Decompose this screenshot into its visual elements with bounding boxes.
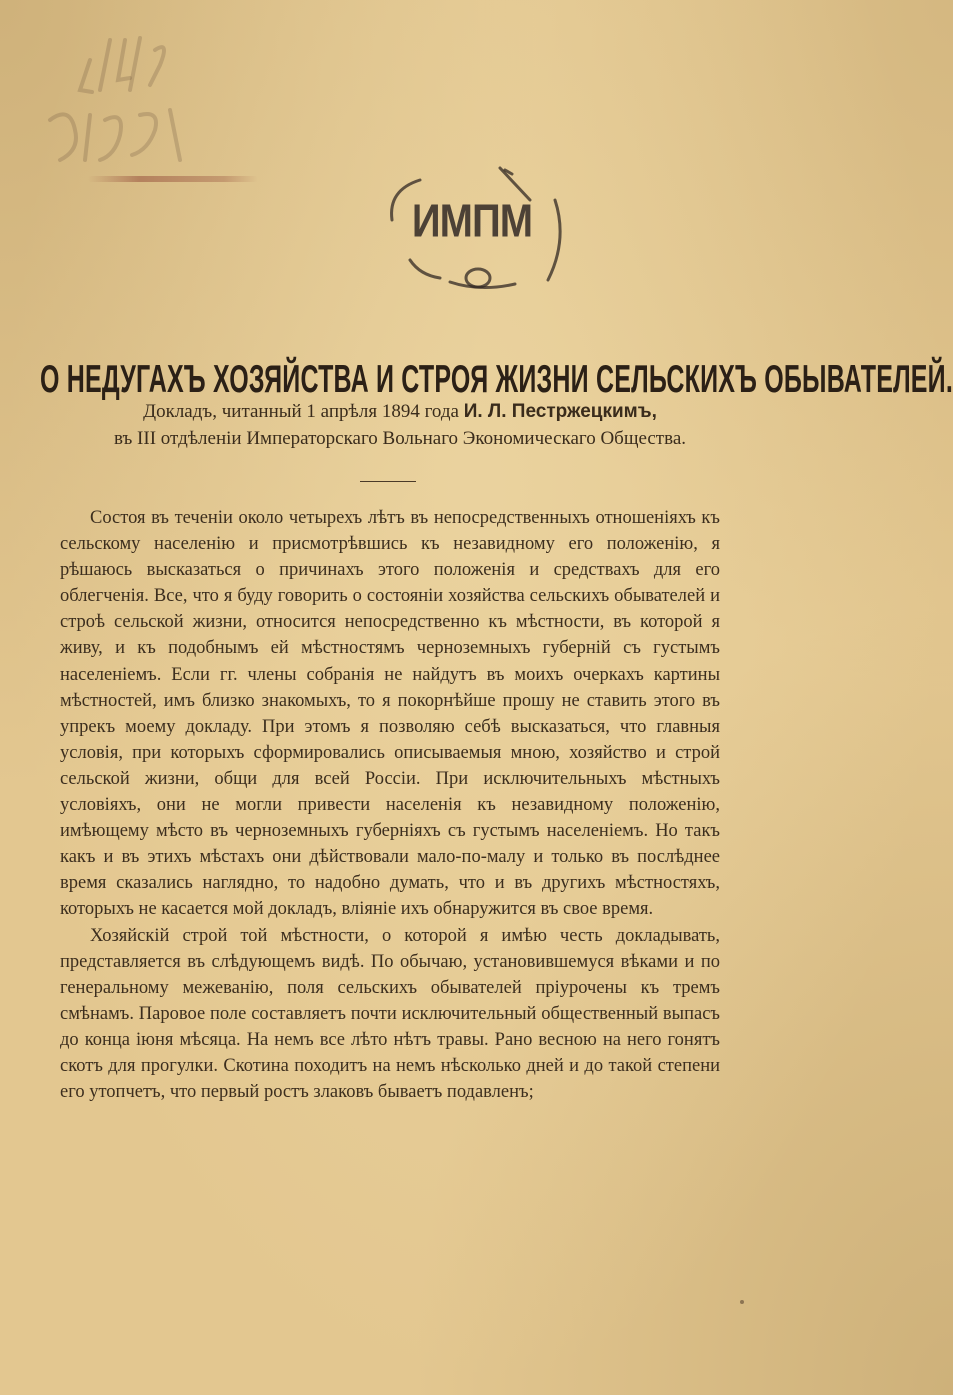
document-subtitle xyxy=(60,398,740,452)
handwritten-marks xyxy=(30,20,220,170)
document-title: О НЕДУГАХЪ ХОЗЯЙСТВА И СТРОЯ ЖИЗНИ СЕЛЬСКИХЪ ОБЫВАТЕЛЕЙ. xyxy=(40,358,953,402)
body-text xyxy=(60,505,720,1105)
subtitle-author: И. Л. Пестржецкимъ, xyxy=(463,401,657,422)
stamp-text: ИМПМ xyxy=(411,196,533,247)
subtitle-line-1 xyxy=(60,398,740,425)
subtitle-lead: Докладъ, читанный 1 апрѣля 1894 года xyxy=(143,401,459,422)
paragraph-2: Хозяйскій строй той мѣстности, о которой я имѣю честь докладывать, представляется въ слѣдующемъ видѣ. По обычаю, установившемуся вѣками и по генеральному межеванію, поля сельскихъ обывателей пріурочены къ тремъ смѣнамъ. Паровое поле составляетъ почти исключительный общественный выпасъ до конца іюня мѣсяца. На немъ все лѣто нѣтъ травы. Рано весною на него гонятъ скотъ для прогулки. Скотина походитъ на немъ нѣсколько дней и до такой степени его утопчетъ, что первый ростъ злаковъ бываетъ подавленъ; xyxy=(60,925,720,1103)
ink-speck xyxy=(740,1300,744,1304)
paragraph-1: Состоя въ теченіи около четырехъ лѣтъ въ непосредственныхъ отношеніяхъ къ сельскому населенію и присмотрѣвшись къ незавидному его положенію, я рѣшаюсь высказаться о причинахъ этого положенія и средствахъ для его облегченія. Все, что я буду говорить о состояніи хозяйства сельскихъ обывателей и строѣ сельской жизни, относится непосредственно къ мѣстности, въ которой я живу, и къ подобнымъ ей мѣстностямъ черноземныхъ губерній съ густымъ населеніемъ. Если гг. члены собранія не найдутъ въ моихъ очеркахъ картины мѣстностей, имъ близко знакомыхъ, то я покорнѣйше прошу не ставить этого въ упрекъ моему докладу. При этомъ я позволяю себѣ высказаться, что главныя условія, при которыхъ сформировались описываемыя мною, хозяйство и строй сельской жизни, общи для всей Россіи. При исключительныхъ мѣстныхъ условіяхъ, они не могли привести населенія къ незавидному положенію, имѣющему мѣсто въ черноземныхъ губерніяхъ съ густымъ населеніемъ. Но такъ какъ и въ этихъ мѣстахъ они дѣйствовали мало-по-малу и только въ послѣднее время сказались наглядно, то надобно думать, что и въ другихъ мѣстностяхъ, которыхъ не касается мой докладъ, вліяніе ихъ обнаружится въ свое время. xyxy=(60,508,720,920)
faint-ink-stroke xyxy=(88,176,258,182)
subtitle-line-2: въ III отдѣленіи Императорскаго Вольнаго Экономическаго Общества. xyxy=(113,428,687,449)
section-divider xyxy=(360,481,416,482)
